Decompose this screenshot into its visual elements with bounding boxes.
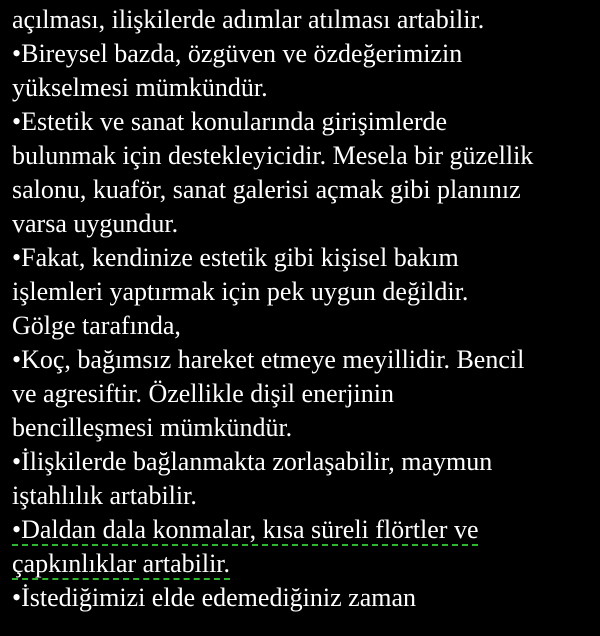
text-line-spellcheck: [12, 513, 596, 547]
text-line: iştahlılık artabilir.: [12, 481, 197, 510]
text-line: bencilleşmesi mümkündür.: [12, 413, 293, 442]
text-line: •İstediğimizi elde edemediğiniz zaman: [12, 583, 417, 612]
text-line: varsa uygundur.: [12, 209, 179, 238]
text-line: •Fakat, kendinize estetik gibi kişisel bakım: [12, 243, 459, 272]
text-line: ve agresiftir. Özellikle dişil enerjinin: [12, 379, 394, 408]
text-line: •Koç, bağımsız hareket etmeye meyillidir. Bencil: [12, 345, 525, 374]
document-text: [12, 0, 596, 636]
text-line: açılması, ilişkilerde adımlar atılması artabilir.: [12, 5, 485, 34]
text-line: •Bireysel bazda, özgüven ve özdeğerimizin: [12, 39, 463, 68]
text-line: salonu, kuaför, sanat galerisi açmak gibi planınız: [12, 175, 521, 204]
text-line: Gölge tarafında,: [12, 311, 181, 340]
text-line: •İlişkilerde bağlanmakta zorlaşabilir, maymun: [12, 447, 493, 476]
spellcheck-underline: çapkınlıklar artabilir.: [12, 549, 231, 578]
text-line: bulunmak için destekleyicidir. Mesela bir güzellik: [12, 141, 534, 170]
text-line: •Estetik ve sanat konularında girişimlerde: [12, 107, 448, 136]
spellcheck-underline: •Daldan dala konmalar, kısa süreli flörtler ve: [12, 515, 479, 544]
text-line-spellcheck: [12, 547, 596, 581]
text-line: işlemleri yaptırmak için pek uygun değildir.: [12, 277, 469, 306]
text-line: yükselmesi mümkündür.: [12, 73, 268, 102]
